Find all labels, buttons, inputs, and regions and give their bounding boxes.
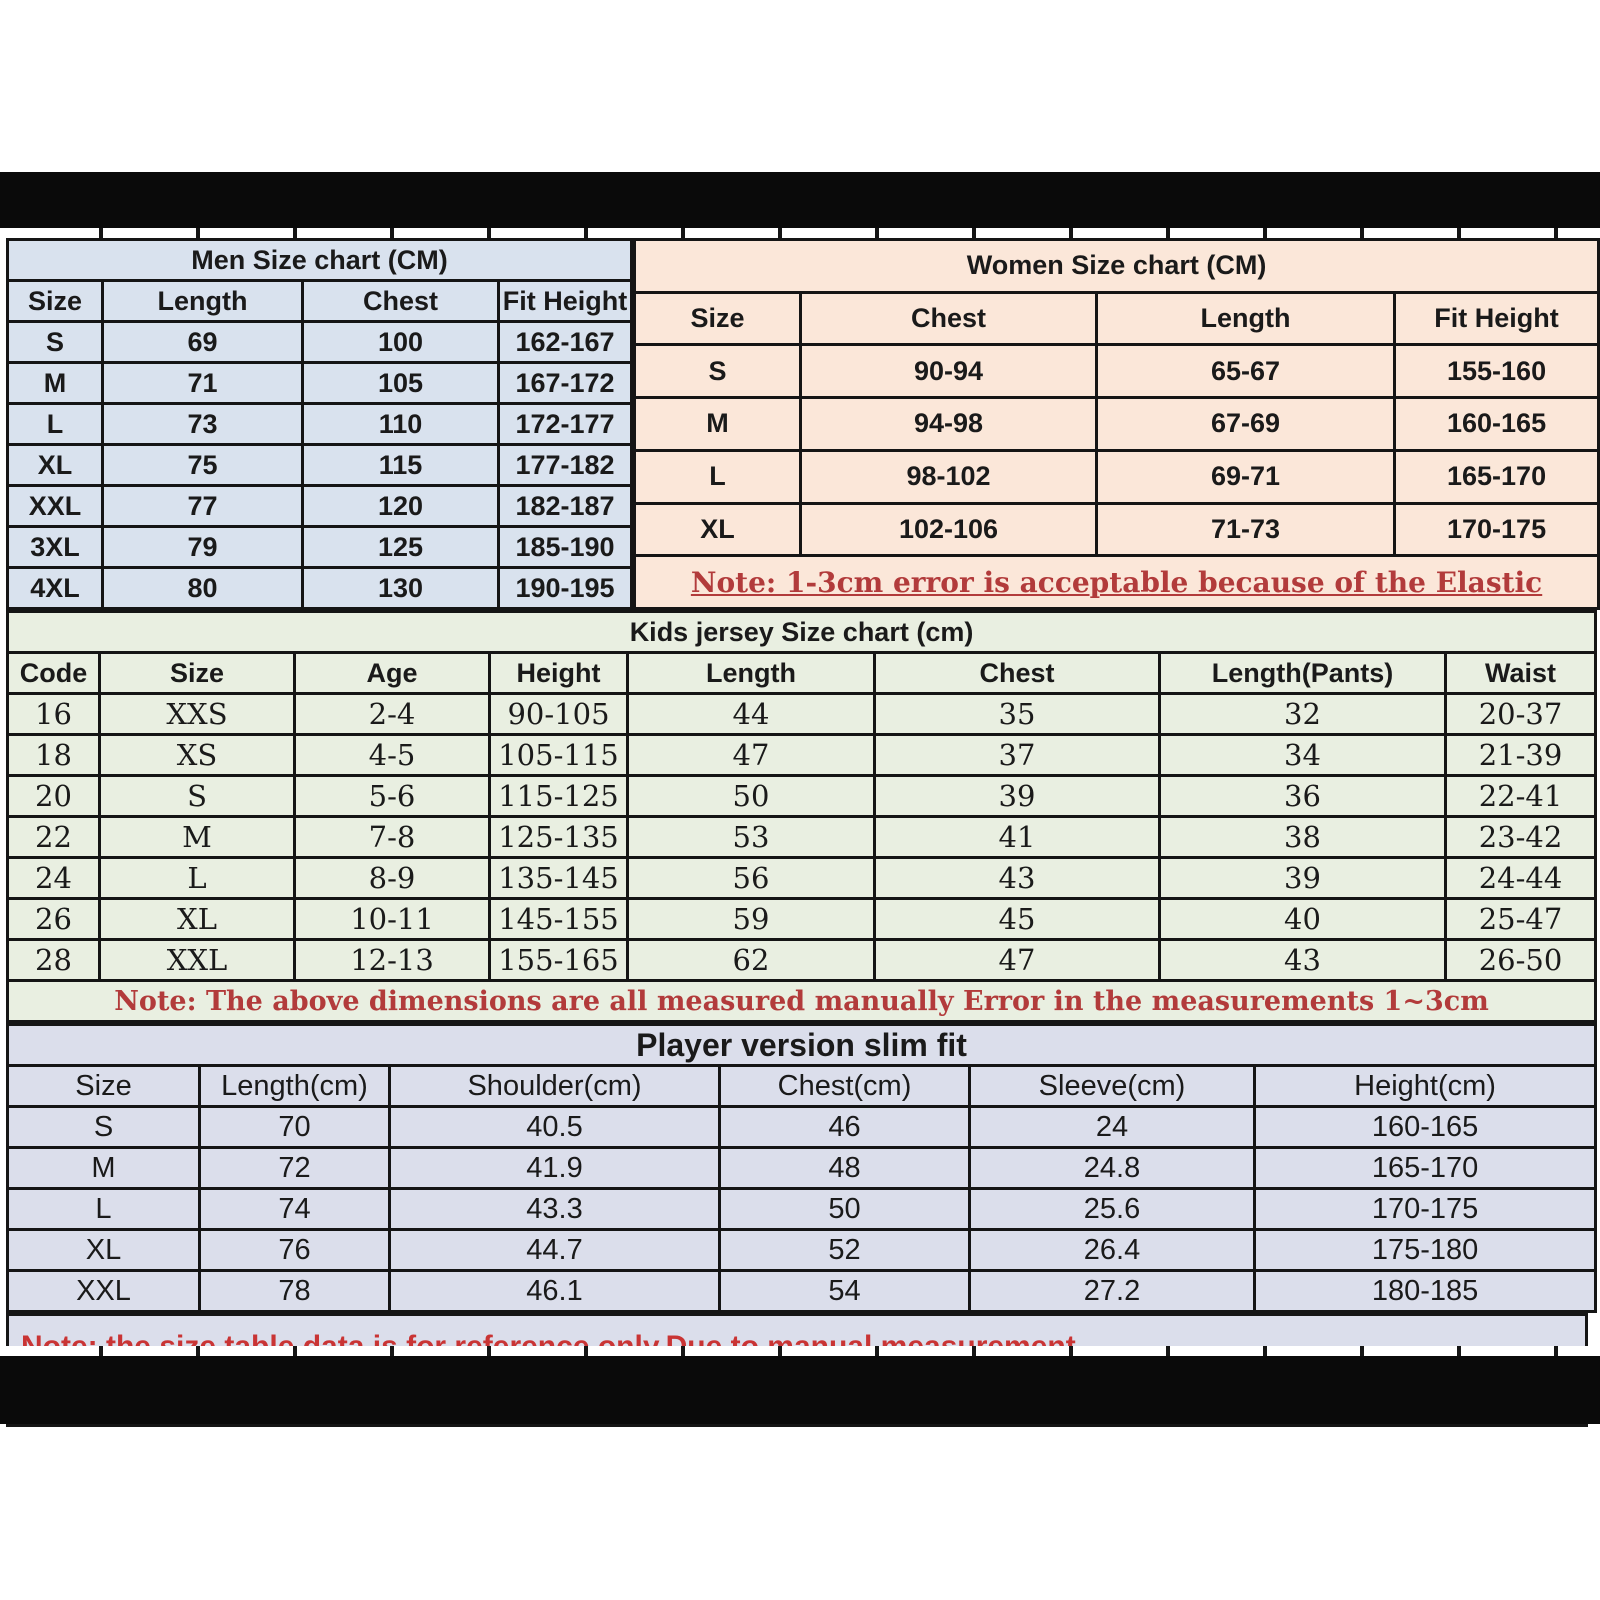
cell: 26.4	[970, 1230, 1255, 1271]
cell: 18	[8, 735, 100, 776]
cell: M	[8, 1148, 200, 1189]
kids-header-cell: Chest	[875, 653, 1160, 694]
cell: 35	[875, 694, 1160, 735]
kids-size-row	[8, 776, 1596, 817]
women-size-row	[635, 503, 1599, 556]
kids-size-row	[8, 899, 1596, 940]
cell: 182-187	[499, 486, 632, 527]
player-header-cell: Length(cm)	[200, 1066, 390, 1107]
cell: 40	[1160, 899, 1446, 940]
bottom-black-bar	[0, 1356, 1600, 1424]
cell: 72	[200, 1148, 390, 1189]
cell: 44.7	[390, 1230, 720, 1271]
cell: 5-6	[295, 776, 490, 817]
kids-header-cell: Waist	[1446, 653, 1596, 694]
cell: 94-98	[801, 398, 1097, 451]
women-header-cell: Chest	[801, 292, 1097, 345]
women-note-row	[635, 556, 1599, 609]
cell: 80	[103, 568, 303, 609]
men-size-table	[6, 238, 633, 610]
tables-region	[6, 238, 1594, 1427]
cell: 45	[875, 899, 1160, 940]
cell: 41.9	[390, 1148, 720, 1189]
cell: 105	[303, 363, 499, 404]
men-table-body	[8, 322, 632, 609]
cell: 37	[875, 735, 1160, 776]
cell: 102-106	[801, 503, 1097, 556]
cell: 110	[303, 404, 499, 445]
kids-table-title: Kids jersey Size chart (cm)	[8, 612, 1596, 653]
cell: S	[100, 776, 295, 817]
cell: 160-165	[1255, 1107, 1596, 1148]
cell: 24.8	[970, 1148, 1255, 1189]
cell: 74	[200, 1189, 390, 1230]
cell: 160-165	[1395, 398, 1599, 451]
cell: 22	[8, 817, 100, 858]
cell: M	[100, 817, 295, 858]
men-header-cell: Size	[8, 281, 103, 322]
women-table-body	[635, 345, 1599, 556]
women-header-row	[635, 292, 1599, 345]
cell: 67-69	[1097, 398, 1395, 451]
cell: XL	[100, 899, 295, 940]
cell: 52	[720, 1230, 970, 1271]
cell: 79	[103, 527, 303, 568]
cell: XS	[100, 735, 295, 776]
cell: 4-5	[295, 735, 490, 776]
men-size-row	[8, 486, 632, 527]
player-header-cell: Chest(cm)	[720, 1066, 970, 1107]
cell: 47	[628, 735, 875, 776]
kids-note-row	[8, 981, 1596, 1022]
cell: 170-175	[1255, 1189, 1596, 1230]
men-size-row	[8, 322, 632, 363]
cell: 167-172	[499, 363, 632, 404]
kids-table-body	[8, 694, 1596, 981]
women-size-row	[635, 398, 1599, 451]
cell: 175-180	[1255, 1230, 1596, 1271]
cell: XL	[8, 445, 103, 486]
cell: 172-177	[499, 404, 632, 445]
women-size-table	[633, 238, 1600, 610]
kids-title-row	[8, 612, 1596, 653]
player-size-row	[8, 1230, 1596, 1271]
kids-header-cell: Length(Pants)	[1160, 653, 1446, 694]
cell: 23-42	[1446, 817, 1596, 858]
women-size-row	[635, 345, 1599, 398]
cell: 135-145	[490, 858, 628, 899]
men-header-cell: Fit Height	[499, 281, 632, 322]
kids-note-cell	[8, 981, 1596, 1022]
cell: 25.6	[970, 1189, 1255, 1230]
cell: 62	[628, 940, 875, 981]
women-header-cell: Length	[1097, 292, 1395, 345]
cell: 125-135	[490, 817, 628, 858]
cell: 32	[1160, 694, 1446, 735]
cell: 43	[1160, 940, 1446, 981]
kids-size-row	[8, 735, 1596, 776]
cell: 26-50	[1446, 940, 1596, 981]
men-size-row	[8, 568, 632, 609]
cell: 70	[200, 1107, 390, 1148]
cell: 46	[720, 1107, 970, 1148]
cell: 47	[875, 940, 1160, 981]
cell: XXL	[8, 1271, 200, 1312]
kids-size-row	[8, 940, 1596, 981]
cell: 75	[103, 445, 303, 486]
cell: 71-73	[1097, 503, 1395, 556]
cell: 59	[628, 899, 875, 940]
cell: 71	[103, 363, 303, 404]
cell: 20	[8, 776, 100, 817]
cell: 78	[200, 1271, 390, 1312]
cell: 54	[720, 1271, 970, 1312]
women-title-row	[635, 240, 1599, 293]
cell: XL	[8, 1230, 200, 1271]
top-black-bar	[0, 172, 1600, 228]
cell: 39	[875, 776, 1160, 817]
cell: 34	[1160, 735, 1446, 776]
cell: 3XL	[8, 527, 103, 568]
cell: L	[8, 1189, 200, 1230]
cell: 145-155	[490, 899, 628, 940]
kids-size-row	[8, 694, 1596, 735]
cell: 53	[628, 817, 875, 858]
men-table-title: Men Size chart (CM)	[8, 240, 632, 281]
cell: 21-39	[1446, 735, 1596, 776]
cell: L	[8, 404, 103, 445]
cell: 98-102	[801, 450, 1097, 503]
cell: 48	[720, 1148, 970, 1189]
cell: L	[100, 858, 295, 899]
kids-header-cell: Size	[100, 653, 295, 694]
cell: 4XL	[8, 568, 103, 609]
cell: 43.3	[390, 1189, 720, 1230]
player-size-row	[8, 1107, 1596, 1148]
cell: XXS	[100, 694, 295, 735]
cell: 115-125	[490, 776, 628, 817]
cell: 90-94	[801, 345, 1097, 398]
kids-header-row	[8, 653, 1596, 694]
player-size-row	[8, 1271, 1596, 1312]
cell: S	[635, 345, 801, 398]
cell: 155-165	[490, 940, 628, 981]
player-header-row	[8, 1066, 1596, 1107]
kids-header-cell: Height	[490, 653, 628, 694]
cell: 76	[200, 1230, 390, 1271]
cell: 180-185	[1255, 1271, 1596, 1312]
men-title-row	[8, 240, 632, 281]
cell: 24	[970, 1107, 1255, 1148]
cell: 115	[303, 445, 499, 486]
men-size-row	[8, 404, 632, 445]
cell: 125	[303, 527, 499, 568]
cell: 36	[1160, 776, 1446, 817]
player-size-row	[8, 1189, 1596, 1230]
kids-size-row	[8, 858, 1596, 899]
women-header-cell: Fit Height	[1395, 292, 1599, 345]
cell: 16	[8, 694, 100, 735]
cell: 7-8	[295, 817, 490, 858]
cell: 100	[303, 322, 499, 363]
kids-measurement-note: Note: The above dimensions are all measured manually Error in the measurements 1~3cm	[114, 985, 1489, 1017]
cell: 39	[1160, 858, 1446, 899]
adult-size-tables	[6, 238, 1594, 610]
cell: 120	[303, 486, 499, 527]
cell: 24	[8, 858, 100, 899]
kids-size-table	[6, 610, 1597, 1023]
top-tick-strip	[6, 228, 1596, 238]
cell: 27.2	[970, 1271, 1255, 1312]
cell: 50	[628, 776, 875, 817]
cell: 12-13	[295, 940, 490, 981]
cell: 90-105	[490, 694, 628, 735]
player-header-cell: Size	[8, 1066, 200, 1107]
cell: 165-170	[1395, 450, 1599, 503]
cell: 185-190	[499, 527, 632, 568]
cell: 56	[628, 858, 875, 899]
player-title-row	[8, 1025, 1596, 1066]
men-size-row	[8, 527, 632, 568]
cell: M	[635, 398, 801, 451]
bottom-tick-strip	[6, 1346, 1596, 1356]
cell: 10-11	[295, 899, 490, 940]
kids-header-cell: Code	[8, 653, 100, 694]
cell: 65-67	[1097, 345, 1395, 398]
cell: 69	[103, 322, 303, 363]
cell: XL	[635, 503, 801, 556]
cell: 50	[720, 1189, 970, 1230]
cell: 155-160	[1395, 345, 1599, 398]
cell: 28	[8, 940, 100, 981]
cell: L	[635, 450, 801, 503]
cell: M	[8, 363, 103, 404]
player-table-body	[8, 1107, 1596, 1312]
cell: XXL	[100, 940, 295, 981]
player-table-title: Player version slim fit	[8, 1025, 1596, 1066]
cell: 22-41	[1446, 776, 1596, 817]
cell: 44	[628, 694, 875, 735]
men-header-cell: Chest	[303, 281, 499, 322]
cell: 20-37	[1446, 694, 1596, 735]
player-header-cell: Shoulder(cm)	[390, 1066, 720, 1107]
cell: 2-4	[295, 694, 490, 735]
women-size-row	[635, 450, 1599, 503]
women-table-title: Women Size chart (CM)	[635, 240, 1599, 293]
cell: 130	[303, 568, 499, 609]
cell: 41	[875, 817, 1160, 858]
player-version-table	[6, 1023, 1597, 1313]
kids-header-cell: Age	[295, 653, 490, 694]
player-header-cell: Height(cm)	[1255, 1066, 1596, 1107]
cell: 77	[103, 486, 303, 527]
kids-size-row	[8, 817, 1596, 858]
cell: 190-195	[499, 568, 632, 609]
cell: 38	[1160, 817, 1446, 858]
women-header-cell: Size	[635, 292, 801, 345]
cell: 162-167	[499, 322, 632, 363]
cell: 105-115	[490, 735, 628, 776]
men-header-row	[8, 281, 632, 322]
player-header-cell: Sleeve(cm)	[970, 1066, 1255, 1107]
women-note-cell	[635, 556, 1599, 609]
women-elastic-note: Note: 1-3cm error is acceptable because of the Elastic	[690, 565, 1543, 599]
cell: 69-71	[1097, 450, 1395, 503]
cell: S	[8, 1107, 200, 1148]
cell: 170-175	[1395, 503, 1599, 556]
men-size-row	[8, 445, 632, 486]
men-header-cell: Length	[103, 281, 303, 322]
cell: XXL	[8, 486, 103, 527]
cell: 24-44	[1446, 858, 1596, 899]
player-size-row	[8, 1148, 1596, 1189]
cell: 8-9	[295, 858, 490, 899]
kids-header-cell: Length	[628, 653, 875, 694]
cell: S	[8, 322, 103, 363]
cell: 165-170	[1255, 1148, 1596, 1189]
cell: 177-182	[499, 445, 632, 486]
cell: 40.5	[390, 1107, 720, 1148]
cell: 26	[8, 899, 100, 940]
cell: 46.1	[390, 1271, 720, 1312]
cell: 25-47	[1446, 899, 1596, 940]
cell: 43	[875, 858, 1160, 899]
men-size-row	[8, 363, 632, 404]
cell: 73	[103, 404, 303, 445]
